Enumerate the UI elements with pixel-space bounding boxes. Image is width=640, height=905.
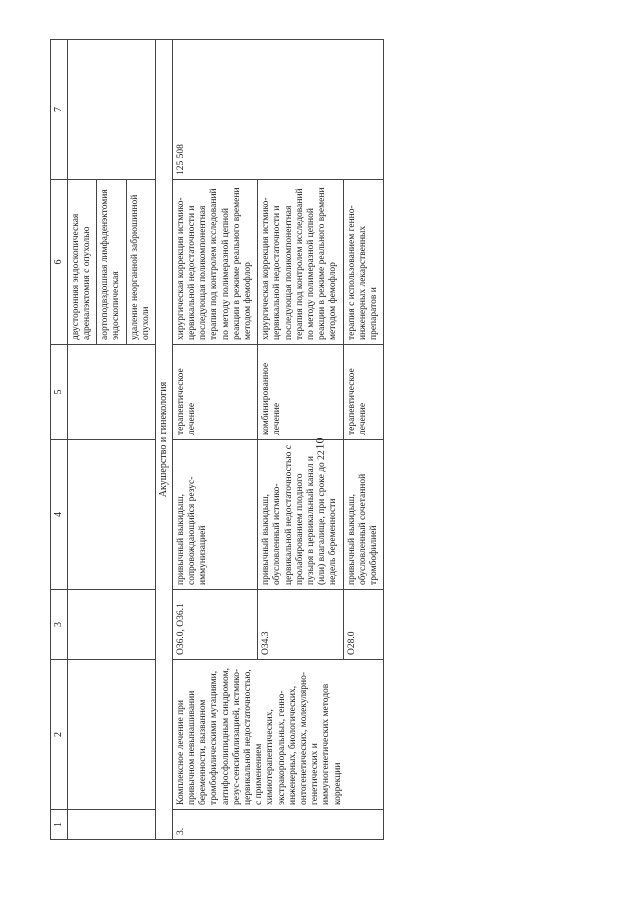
method-item: аортоподвздошная лимфаденэктомия эндоскопическая: [97, 180, 126, 344]
row-number: 3.: [172, 810, 383, 840]
cell-blank: [67, 40, 155, 180]
page-number: 10: [312, 437, 327, 450]
cell-methods-continued: [67, 180, 155, 345]
row-model: привычный выкидыш, обусловленный сочетанной тромбофилией: [343, 440, 384, 590]
row-method: хирургическая коррекция истмико-цервикальной недостаточности и последующая поликомпонентная терапия под контролем исследований по методу полимеразной цепной реакции в режиме реального времени методом фемофлор: [258, 180, 343, 345]
row-model: привычный выкидыш, сопровождающийся резус-иммунизацией: [172, 440, 257, 590]
cell-blank: [67, 590, 155, 660]
cell-blank: [67, 440, 155, 590]
col-header-7: 7: [51, 40, 68, 180]
cell-blank: [67, 345, 155, 440]
section-row: [156, 40, 173, 840]
section-title: Акушерство и гинекология: [156, 40, 173, 840]
row-model: привычный выкидыш, обусловленный истмико-цервикальной недостаточностью с пролабированием плодного пузыря в цервикальный канал и (или) влагалище, при сроке до 22 недель беременности: [258, 440, 343, 590]
row-type: терапевтическое лечение: [172, 345, 257, 440]
row-code: O36.0, O36.1: [172, 590, 257, 660]
cell-blank: [67, 660, 155, 810]
table-row: [172, 40, 257, 840]
methods-list: [68, 180, 155, 344]
method-item: двусторонняя эндоскопическая адреналэктомия с опухолью: [68, 180, 97, 344]
col-header-3: 3: [51, 590, 68, 660]
row-type: терапевтическое лечение: [343, 345, 384, 440]
row-type: комбинированное лечение: [258, 345, 343, 440]
medical-care-table: [50, 39, 384, 840]
header-row: [51, 40, 68, 840]
col-header-5: 5: [51, 345, 68, 440]
col-header-2: 2: [51, 660, 68, 810]
row-price: 125 508: [172, 40, 383, 180]
cell-blank: [67, 810, 155, 840]
row-code: O34.3: [258, 590, 343, 660]
row-name: Комплексное лечение при привычном невынашивании беременности, вызванном тромбофилическими мутациями, антифосфолипидным синдромом, резус-сенсибилизацией, истмико-цервикальной недостаточностью, с применением химиотерапевтических, экстракорпоральных, генно-инженерных, биологических, онтогенетических, молекулярно-генетических и иммуногенетических методов коррекции: [172, 660, 383, 810]
medical-care-table-sheet: [50, 40, 600, 840]
method-item: удаление неорганной забрюшинной опухоли: [129, 194, 151, 340]
row-method: терапия с использованием генно-инженерных лекарственных препаратов и: [343, 180, 384, 345]
col-header-1: 1: [51, 810, 68, 840]
row-code: O28.0: [343, 590, 384, 660]
col-header-6: 6: [51, 180, 68, 345]
row-method: хирургическая коррекция истмико-цервикальной недостаточности и последующая поликомпонентная терапия под контролем исследований по методу полимеразной цепной реакции в режиме реального времени методом фемофлор: [172, 180, 257, 345]
continued-row: [67, 40, 155, 840]
col-header-4: 4: [51, 440, 68, 590]
